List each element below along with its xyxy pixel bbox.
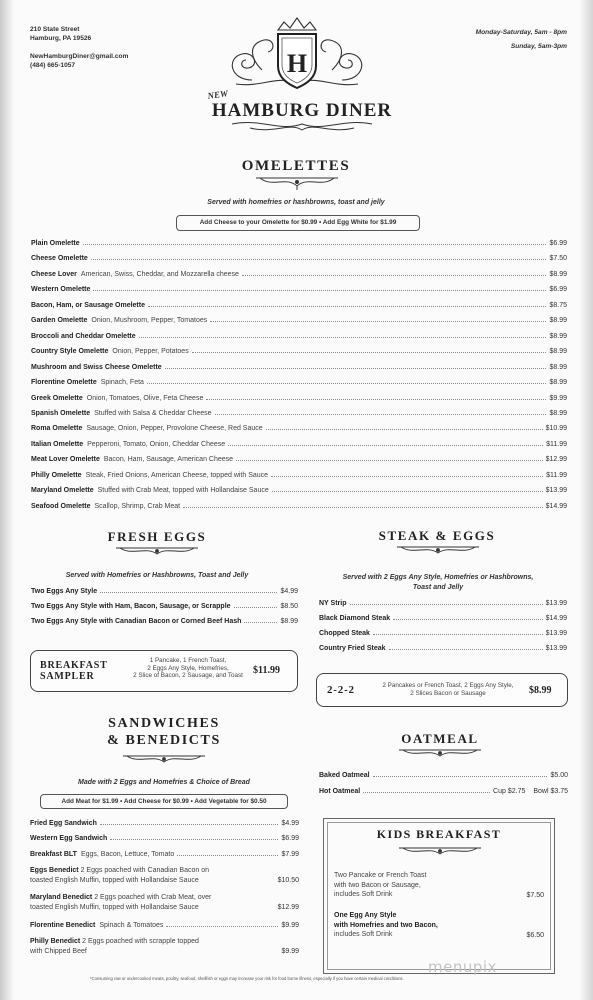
menu-item: Baked Oatmeal $5.00: [319, 772, 568, 779]
item-name: Cheese Lover: [31, 270, 77, 278]
dot-leader: [215, 414, 547, 415]
item-description: Onion, Mushroom, Pepper, Tomatoes: [91, 317, 208, 325]
item-price: $8.99: [549, 409, 567, 417]
email-link[interactable]: NewHamburgDiner@gmail.com: [30, 53, 129, 60]
omelette-item: [31, 471, 567, 480]
omelette-item: [31, 424, 567, 433]
omelette-item: [31, 440, 567, 449]
sandwiches-addons: Add Meat for $1.99 • Add Cheese for $0.99 • Add Vegetable for $0.50: [40, 794, 288, 809]
dot-leader: [192, 352, 547, 353]
omelette-item: [31, 363, 567, 372]
omelette-item: [31, 409, 567, 418]
contact-info: [30, 25, 128, 70]
item-description: Spinach, Feta: [100, 379, 144, 386]
menu-item: Black Diamond Steak $14.99: [319, 615, 567, 622]
item-price: $8.75: [549, 301, 567, 309]
sandwiches-title: SANDWICHES & BENEDICTS: [107, 716, 221, 748]
dot-leader: [242, 275, 547, 276]
item-price: $12.99: [545, 456, 567, 464]
item-name: Western Omelette: [31, 286, 91, 294]
sandwiches-subtitle: Made with 2 Eggs and Homefries & Choice of Bread: [78, 779, 250, 786]
menu-item: Chopped Steak $13.99: [319, 630, 567, 637]
item-price: $8.99: [549, 379, 567, 386]
dot-leader: [266, 429, 543, 430]
item-price: $8.99: [549, 363, 567, 371]
menu-item: Florentine Benedict Spinach & Tomatoes $9.99: [30, 922, 299, 929]
item-price: $6.99: [549, 286, 567, 294]
hours-sunday: Sunday, 5am-3pm: [510, 43, 567, 50]
item-description: Scallop, Shrimp, Crab Meat: [94, 502, 181, 510]
dot-leader: [183, 507, 542, 508]
combo-title: 2-2-2: [327, 684, 355, 696]
omelettes-addons: Add Cheese to your Omelette for $0.99 • Add Egg White for $1.99: [176, 215, 420, 231]
item-name: Florentine Omelette: [31, 379, 97, 386]
item-name: Philly Omelette: [31, 471, 82, 479]
item-name: Greek Omelette: [31, 394, 83, 402]
dot-leader: [83, 244, 547, 245]
item-name: Cheese Omelette: [31, 255, 88, 263]
item-name: Meat Lover Omelette: [31, 456, 100, 464]
item-price: $9.99: [549, 394, 567, 402]
diner-logo: [190, 14, 404, 138]
sampler-price: $11.99: [253, 665, 280, 676]
omelette-item: [31, 486, 567, 495]
menu-item: Eggs Benedict 2 Eggs poached with Canadian Bacon on toasted English Muffin, topped with Hollandaise Sauce $10.50: [30, 867, 299, 884]
menu-item: Country Fried Steak $13.99: [319, 645, 567, 652]
sampler-description: 1 Pancake, 1 French Toast, 2 Eggs Any Style, Homefries, 2 Slice of Bacon, 2 Sausage, and Toast: [133, 657, 243, 680]
item-price: $11.99: [546, 440, 567, 448]
menu-item: Fried Egg Sandwich $4.99: [30, 820, 299, 827]
item-description: Onion, Pepper, Potatoes: [112, 348, 189, 356]
ornament-divider-icon: [395, 746, 485, 762]
omelettes-subtitle: Served with homefries or hashbrowns, toast and jelly: [207, 199, 385, 206]
combo-222-box: [316, 673, 568, 707]
ornament-divider-icon: [112, 544, 202, 560]
dot-leader: [139, 337, 547, 338]
omelette-item: [31, 239, 567, 248]
dot-leader: [91, 259, 547, 260]
omelette-item: [31, 502, 567, 511]
item-name: Maryland Omelette: [31, 487, 94, 495]
kids-item: Two Pancake or French Toast with two Bacon or Sausage, includes Soft Drink $7.50: [334, 872, 544, 899]
item-price: $14.99: [545, 502, 567, 510]
svg-text:HAMBURG DINER: HAMBURG DINER: [211, 100, 393, 121]
scan-shadow-right: [579, 0, 593, 1000]
item-price: $10.99: [545, 425, 567, 433]
dot-leader: [272, 491, 543, 492]
combo-price: $8.99: [529, 685, 552, 696]
dot-leader: [236, 460, 543, 461]
phone-number[interactable]: (484) 665-1057: [30, 62, 76, 69]
sampler-title: BREAKFAST SAMPLER: [40, 660, 108, 682]
omelette-item: [31, 394, 567, 403]
item-description: Pepperoni, Tomato, Onion, Cheddar Cheese: [87, 440, 226, 448]
dot-leader: [93, 290, 546, 291]
menu-item: NY Strip $13.99: [319, 600, 567, 607]
combo-description: 2 Pancakes or French Toast, 2 Eggs Any Style, 2 Slices Bacon or Sausage: [382, 682, 514, 697]
item-price: $8.99: [549, 317, 567, 325]
dot-leader: [210, 321, 546, 322]
item-description: American, Swiss, Cheddar, and Mozzarella cheese: [80, 270, 239, 278]
item-name: Mushroom and Swiss Cheese Omelette: [31, 363, 162, 371]
dot-leader: [271, 476, 543, 477]
item-price: $7.50: [549, 255, 567, 263]
breakfast-sampler-box: [30, 650, 298, 692]
menu-item: Hot Oatmeal Cup $2.75 Bowl $3.75: [319, 788, 568, 795]
fresh-eggs-title: FRESH EGGS: [107, 529, 207, 544]
omelette-item: [31, 378, 567, 387]
omelette-item: [31, 254, 567, 263]
crest-icon: [190, 14, 404, 138]
item-name: Broccoli and Cheddar Omelette: [31, 332, 136, 340]
item-description: Onion, Tomatoes, Olive, Feta Cheese: [86, 394, 204, 402]
scan-shadow-left: [0, 0, 14, 1000]
menu-item: Philly Benedict 2 Eggs poached with scrapple topped with Chipped Beef $9.99: [30, 938, 299, 955]
steak-eggs-subtitle: Served with 2 Eggs Any Style, Homefries or Hashbrowns, Toast and Jelly: [342, 574, 534, 591]
item-price: $8.99: [549, 270, 567, 278]
menu-item: Two Eggs Any Style with Canadian Bacon or Corned Beef Hash $8.99: [31, 618, 298, 625]
address-line-2: Hamburg, PA 19526: [30, 35, 92, 42]
dot-leader: [165, 368, 547, 369]
item-name: Plain Omelette: [31, 240, 80, 247]
hours-weekday: Monday-Saturday, 5am - 8pm: [475, 29, 567, 36]
watermark: menupix: [428, 958, 497, 976]
fresh-eggs-subtitle: Served with Homefries or Hashbrowns, Toast and Jelly: [65, 572, 249, 579]
item-price: $8.99: [549, 348, 567, 356]
ornament-divider-icon: [119, 752, 209, 768]
ornament-divider-icon: [395, 844, 485, 860]
item-name: Bacon, Ham, or Sausage Omelette: [31, 301, 145, 309]
omelette-item: [31, 316, 567, 325]
item-description: Steak, Fried Onions, American Cheese, topped with Sauce: [85, 471, 269, 479]
menu-item: Western Egg Sandwich $6.99: [30, 835, 299, 842]
item-price: $13.99: [545, 487, 567, 495]
item-description: Bacon, Ham, Sausage, American Cheese: [103, 456, 234, 464]
item-name: Seafood Omelette: [31, 502, 91, 510]
address-line-1: 210 State Street: [30, 26, 80, 33]
menu-item: Breakfast BLT Eggs, Bacon, Lettuce, Tomato $7.99: [30, 851, 299, 858]
menu-item: Two Eggs Any Style $4.99: [31, 588, 298, 595]
menu-item: Maryland Benedict 2 Eggs poached with Crab Meat, over toasted English Muffin, topped with Hollandaise Sauce $12.99: [30, 894, 299, 911]
kids-item: One Egg Any Style with Homefries and two Bacon, includes Soft Drink $6.50: [334, 912, 544, 939]
dot-leader: [147, 383, 547, 384]
svg-text:H: H: [286, 49, 308, 78]
oatmeal-title: OATMEAL: [401, 731, 479, 746]
svg-text:NEW: NEW: [206, 88, 229, 101]
omelettes-title: OMELETTES: [241, 158, 351, 174]
omelette-item: [31, 270, 567, 279]
steak-eggs-title: STEAK & EGGS: [378, 528, 496, 543]
dot-leader: [206, 399, 546, 400]
omelette-item: [31, 301, 567, 310]
item-name: Roma Omelette: [31, 425, 83, 433]
ornament-divider-icon: [252, 174, 342, 192]
omelette-item: [31, 455, 567, 464]
dot-leader: [148, 306, 546, 307]
dot-leader: [228, 445, 543, 446]
item-price: $11.99: [546, 471, 567, 479]
item-name: Garden Omelette: [31, 317, 88, 325]
menu-item: Two Eggs Any Style with Ham, Bacon, Sausage, or Scrapple $8.50: [31, 603, 298, 610]
item-price: $6.99: [549, 240, 567, 247]
kids-title: KIDS BREAKFAST: [376, 827, 502, 841]
item-name: Italian Omelette: [31, 440, 84, 448]
item-description: Stuffed with Salsa & Cheddar Cheese: [94, 409, 212, 417]
food-safety-disclaimer: *Consuming raw or undercooked meats, poultry, seafood, shellfish or eggs may increase your risk for food borne illness, especially if you have certain medical conditions.: [90, 976, 404, 981]
item-description: Stuffed with Crab Meat, topped with Hollandaise Sauce: [97, 487, 269, 495]
opening-hours: [476, 28, 567, 51]
omelette-item: [31, 285, 567, 294]
item-name: Spanish Omelette: [31, 409, 91, 417]
item-description: Sausage, Onion, Pepper, Provolone Cheese, Red Sauce: [86, 425, 263, 433]
item-price: $8.99: [549, 332, 567, 340]
omelette-item: [31, 347, 567, 356]
omelette-item: [31, 332, 567, 341]
ornament-divider-icon: [393, 543, 483, 559]
item-name: Country Style Omelette: [31, 348, 109, 356]
